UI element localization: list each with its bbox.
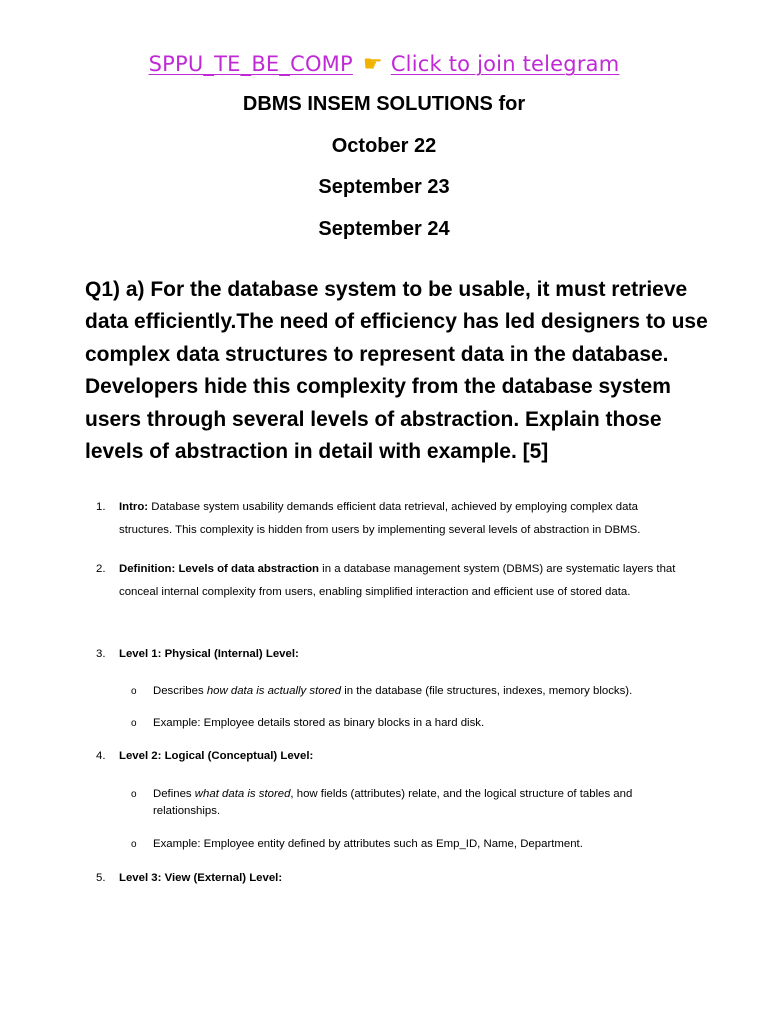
item-label: Level 1: Physical (Internal) Level: [119, 648, 299, 660]
document-title: DBMS INSEM SOLUTIONS for [242, 93, 526, 115]
answer-item-view-level [96, 867, 676, 890]
list-number: 2. [96, 563, 106, 575]
item-label: Intro: [119, 501, 149, 513]
exam-date-september-23: September 23 [318, 176, 450, 198]
list-number: 5. [96, 872, 106, 884]
list-number: 4. [96, 750, 106, 762]
item-text: Database system usability demands efficient data retrieval, achieved by employing complex data structures. This complexity is hidden from users by implementing several levels of abstraction in DBMS. [119, 501, 641, 536]
join-telegram-link[interactable]: Click to join telegram [390, 52, 620, 76]
item-label: Level 2: Logical (Conceptual) Level: [119, 750, 314, 762]
bullet-icon: o [131, 839, 137, 850]
bullet-icon: o [131, 789, 137, 800]
item-text: in a database management system (DBMS) are systematic layers that conceal internal complexity from users, enabling simplified interaction and efficient use of stored data. [119, 563, 676, 598]
physical-level-description: o Describes how data is actually stored in the database (file structures, indexes, memory blocks). [131, 683, 691, 700]
exam-date-september-24: September 24 [318, 218, 450, 240]
logical-level-example: o Example: Employee entity defined by attributes such as Emp_ID, Name, Department. [131, 836, 691, 853]
telegram-banner[interactable] [0, 52, 768, 77]
answer-item-intro [96, 496, 676, 542]
bullet-icon: o [131, 686, 137, 697]
answer-item-definition [96, 558, 676, 604]
pointing-hand-icon: ☛ [362, 52, 383, 77]
physical-level-example: o Example: Employee details stored as binary blocks in a hard disk. [131, 715, 691, 732]
exam-date-october-22: October 22 [331, 135, 437, 157]
logical-level-description: o Defines what data is stored, how fields (attributes) relate, and the logical structure of tables and relationships. [131, 788, 633, 817]
answer-item-logical-level [96, 745, 676, 768]
list-number: 1. [96, 501, 106, 513]
question-q1a: Q1) a) For the database system to be usable, it must retrieve data efficiently.The need of efficiency has led designers to use complex data structures to represent data in the database. Developers hide this complexity from the database system users through several levels of abstraction. Explain those levels of abstraction in detail with example. [5] [85, 278, 708, 464]
bullet-icon: o [131, 718, 137, 729]
sppu-link[interactable]: SPPU_TE_BE_COMP [148, 52, 353, 76]
item-label: Level 3: View (External) Level: [119, 872, 283, 884]
list-number: 3. [96, 648, 106, 660]
item-label: Definition: Levels of data abstraction [119, 563, 319, 575]
answer-item-physical-level [96, 643, 676, 666]
